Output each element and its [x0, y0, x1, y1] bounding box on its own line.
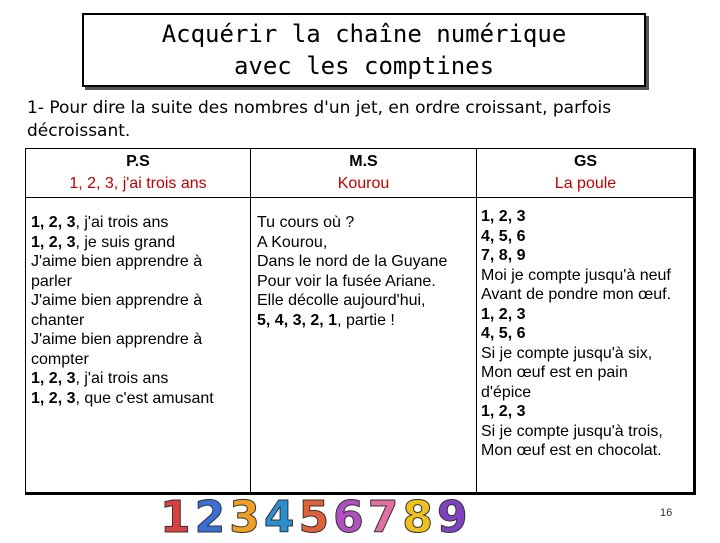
ps-lyric-line: J'aime bien apprendre à — [31, 331, 203, 348]
intro-line-2: décroissant. — [27, 121, 131, 141]
ps-lyric-line: 1, 2, 3, j'ai trois ans — [31, 370, 169, 387]
gs-lyric-line: Si je compte jusqu'à six, — [481, 344, 653, 362]
comptines-table — [25, 148, 696, 495]
header-gs — [477, 151, 694, 195]
digit-3-illustration: 3 — [229, 492, 260, 543]
ps-lyric-line: 1, 2, 3, je suis grand — [31, 233, 176, 251]
gs-lyrics — [481, 207, 671, 461]
gs-lyric-line: 4, 5, 6 — [481, 325, 526, 342]
header-ms — [251, 151, 476, 195]
title-line-2: avec les comptines — [233, 52, 495, 80]
digit-4-illustration: 4 — [263, 492, 295, 543]
header-gs-level: GS — [573, 153, 598, 170]
ps-lyric-line: chanter — [31, 311, 85, 329]
intro-text — [27, 97, 707, 143]
header-ms-song: Kourou — [337, 175, 390, 192]
gs-lyric-line: Avant de pondre mon œuf. — [481, 286, 672, 303]
digit-5-illustration: 5 — [298, 492, 330, 543]
colorful-digits-banner — [160, 492, 585, 543]
gs-lyric-line: Mon œuf est en chocolat. — [481, 442, 662, 459]
gs-lyric-line: d'épice — [481, 383, 532, 401]
ms-lyric-line: Tu cours où ? — [257, 214, 355, 231]
ps-lyric-line: parler — [31, 272, 72, 290]
column-divider — [476, 149, 477, 492]
header-ps-song: 1, 2, 3, j'ai trois ans — [69, 175, 207, 192]
title-line-1: Acquérir la chaîne numérique — [161, 20, 567, 48]
header-ms-level: M.S — [349, 153, 378, 170]
digit-6-illustration: 6 — [333, 492, 364, 543]
digit-1-illustration: 1 — [160, 492, 191, 543]
header-ps-level: P.S — [126, 153, 150, 170]
intro-line-1: 1- Pour dire la suite des nombres d'un jet, en ordre croissant, parfois — [27, 98, 612, 118]
ms-lyric-line: A Kourou, — [257, 233, 328, 251]
header-gs-song: La poule — [554, 175, 617, 192]
ms-lyrics — [257, 213, 447, 330]
ms-lyric-line: Dans le nord de la Guyane — [257, 253, 448, 270]
gs-lyric-line: Si je compte jusqu'à trois, — [481, 422, 663, 440]
ps-lyric-line: compter — [31, 350, 89, 368]
ps-lyrics — [31, 213, 214, 408]
gs-lyric-line: 7, 8, 9 — [481, 247, 526, 264]
gs-lyric-line: Mon œuf est en pain — [481, 364, 628, 381]
gs-lyric-line: 1, 2, 3 — [481, 403, 526, 420]
digit-2-illustration: 2 — [194, 492, 226, 543]
ms-lyric-line: Pour voir la fusée Ariane. — [257, 272, 436, 290]
ps-lyric-line: J'aime bien apprendre à — [31, 292, 203, 309]
ps-lyric-line: 1, 2, 3, j'ai trois ans — [31, 214, 169, 231]
gs-lyric-line: Moi je compte jusqu'à neuf — [481, 266, 671, 284]
gs-lyric-line: 1, 2, 3 — [481, 305, 526, 323]
gs-lyric-line: 4, 5, 6 — [481, 227, 526, 245]
page-number: 16 — [660, 507, 673, 519]
digit-7-illustration: 7 — [367, 492, 399, 543]
column-divider — [250, 149, 251, 492]
digit-8-illustration: 8 — [402, 492, 433, 543]
gs-lyric-line: 1, 2, 3 — [481, 208, 526, 225]
header-ps — [26, 151, 250, 195]
header-divider — [26, 197, 693, 198]
digit-9-illustration: 9 — [437, 492, 468, 543]
ms-lyric-line: 5, 4, 3, 2, 1, partie ! — [257, 311, 395, 329]
ps-lyric-line: 1, 2, 3, que c'est amusant — [31, 389, 214, 407]
title-box — [82, 13, 646, 87]
ms-lyric-line: Elle décolle aujourd'hui, — [257, 292, 426, 309]
ps-lyric-line: J'aime bien apprendre à — [31, 253, 203, 270]
